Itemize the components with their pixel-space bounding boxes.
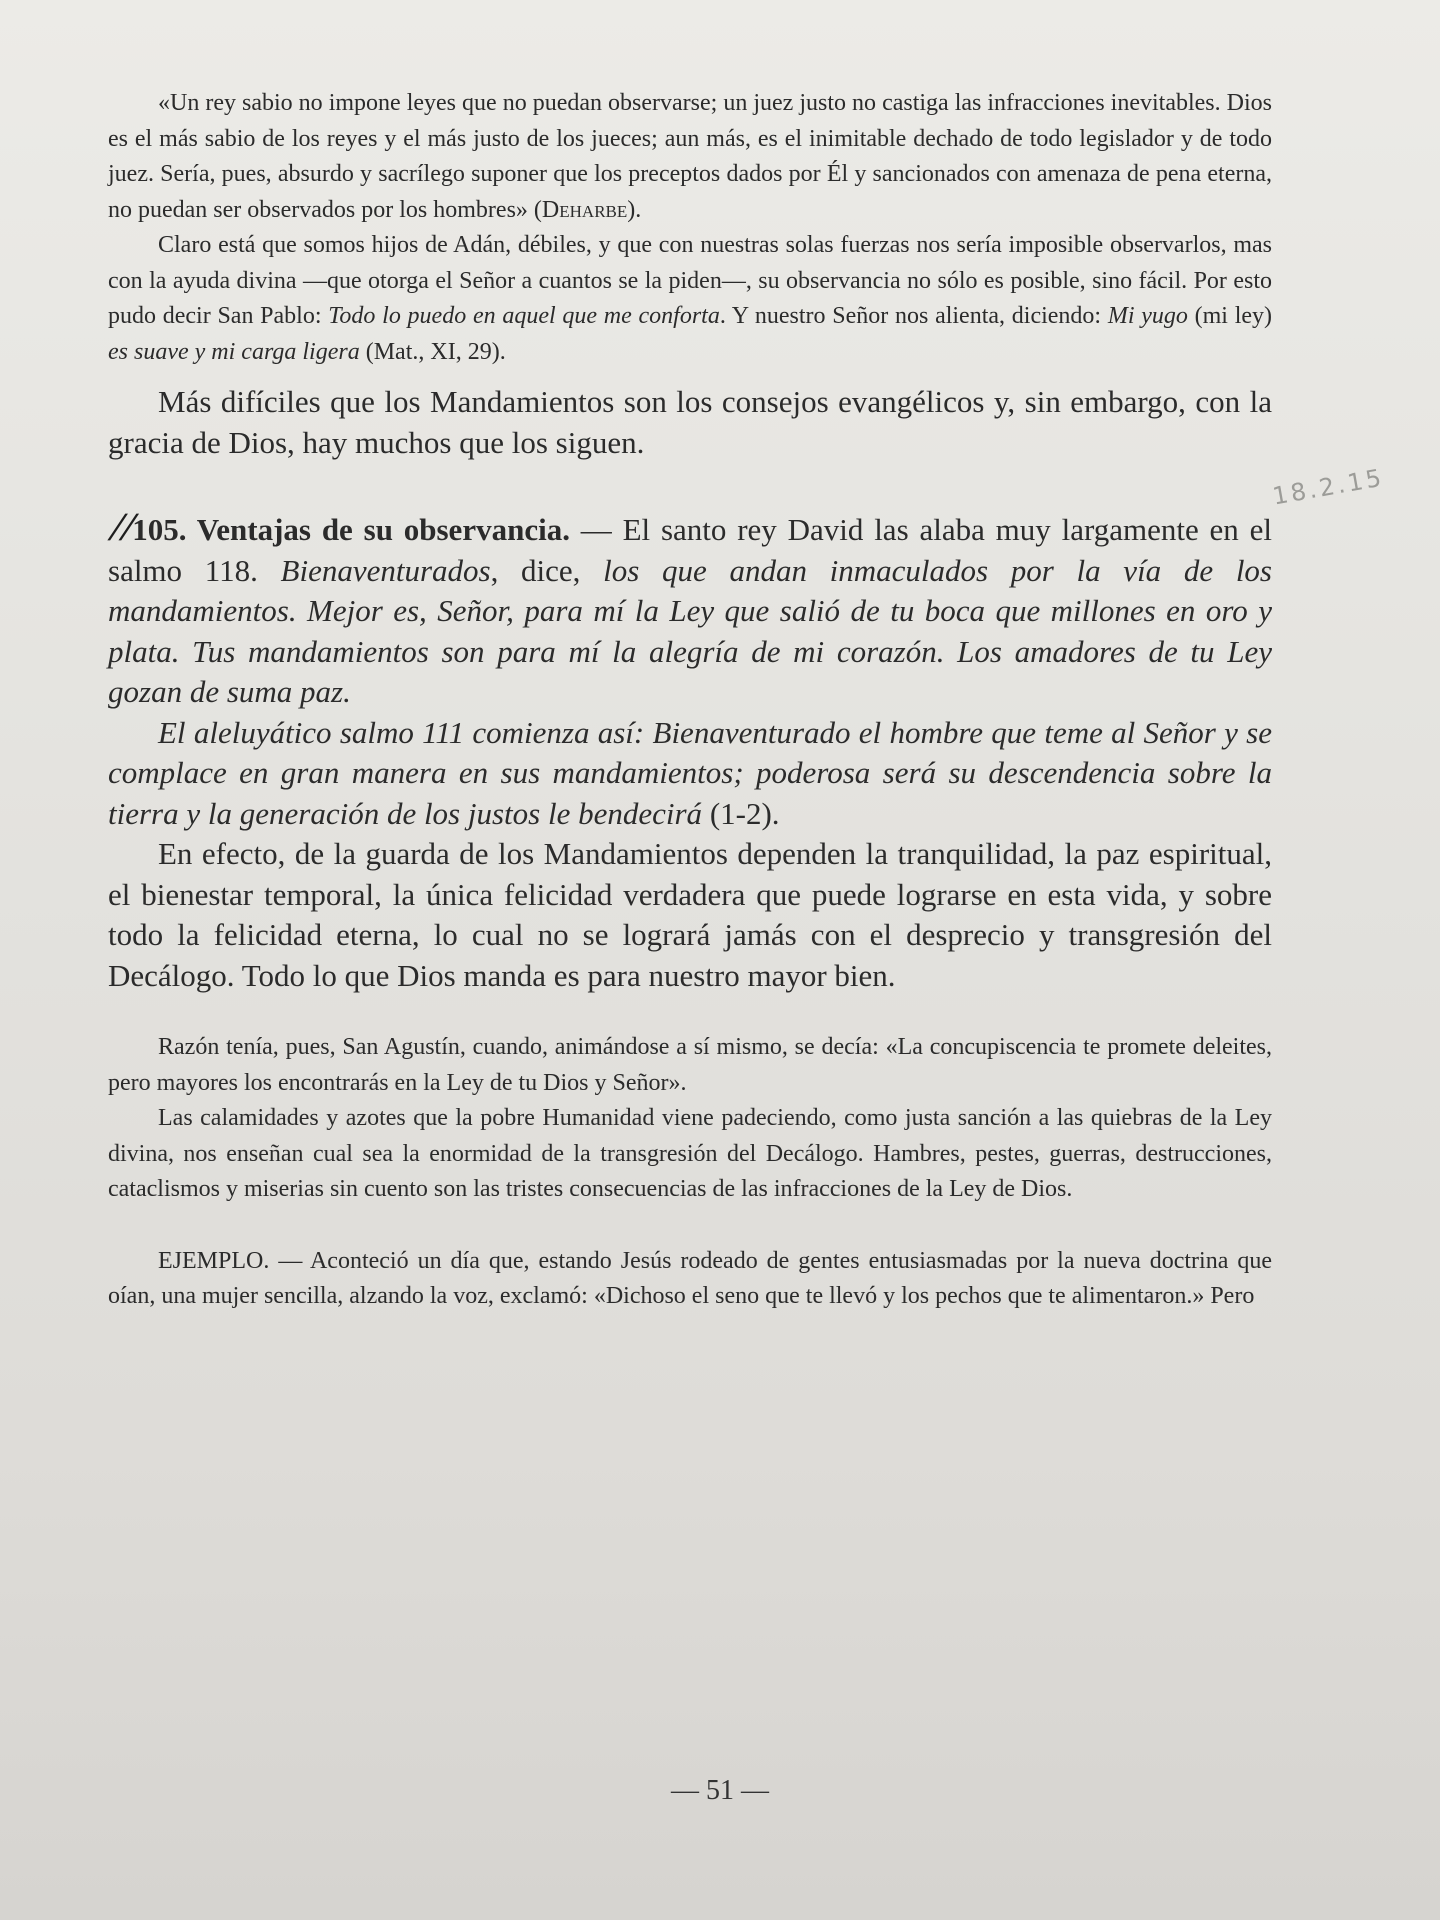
ejemplo-paragraph: EJEMPLO. — Aconteció un día que, estando Jesús rodeado de gentes entusiasmadas por la nueva doctrina que oían, una mujer sencilla, alzando la voz, exclamó: «Dichoso el seno que te llevó y los pechos que te alimentaron.» Pero [108, 1247, 1272, 1309]
adam-paragraph: Claro está que somos hijos de Adán, débiles, y que con nuestras solas fuerzas nos sería imposible observarlos, mas con la ayuda divina —que otorga el Señor a cuantos se la piden—, su observancia no sólo es posible, sino fácil. Por esto pudo decir San Pablo: Todo lo puedo en aquel que me conforta. Y nuestro Señor nos alienta, diciendo: Mi yugo (mi ley) es suave y mi carga ligera (Mat., XI, 29). [108, 232, 1273, 365]
page-number: — 51 — [671, 1775, 769, 1806]
author-name: Deharbe [541, 196, 628, 223]
ejemplo-label: EJEMPLO. [158, 1247, 270, 1274]
section-heading: 105. Ventajas de su observancia. [132, 512, 570, 547]
salmo-111-paragraph: El aleluyático salmo 111 comienza así: Bienaventurado el hombre que teme al Señor y se complace en gran manera en sus mandamientos; poderosa será su descendencia sobre la tierra y la generación de los justos le bendecirá (1-2). [108, 714, 1272, 831]
consejos-paragraph: Más difíciles que los Mandamientos son los consejos evangélicos y, sin embargo, con la gracia de Dios, hay muchos que los siguen. [108, 384, 1272, 460]
handwritten-note: 18.2.15 [1270, 463, 1387, 511]
calamidades-paragraph: Las calamidades y azotes que la pobre Humanidad viene padeciendo, como justa sanción a las quiebras de la Ley divina, nos enseñan cual sea la enormidad de la transgresión del Decálogo. Hambres, pestes, guerras, destrucciones, cataclismos y miserias sin cuento son las tristes consecuencias de las infracciones de la Ley de Dios. [108, 1105, 1272, 1202]
san-agustin-paragraph: Razón tenía, pues, San Agustín, cuando, animándose a sí mismo, se decía: «La concupiscencia te promete deleites, pero mayores los encontrarás en la Ley de tu Dios y Señor». [108, 1034, 1272, 1096]
margin-mark: // [104, 504, 142, 549]
deharbe-quote-paragraph: «Un rey sabio no impone leyes que no puedan observarse; un juez justo no castiga las infracciones inevitables. Dios es el más sabio de los reyes y el más justo de los jueces; aun más, es el inimitable dechado de todo legislador y de todo juez. Sería, pues, absurdo y sacrílego suponer que los preceptos dados por Él y sancionados con amenaza de pena eterna, no puedan ser observados por los hombres» (Deharbe). [108, 90, 1272, 223]
mandamientos-paragraph: En efecto, de la guarda de los Mandamientos dependen la tranquilidad, la paz espiritual, el bienestar temporal, la única felicidad verdadera que puede lograrse en esta vida, y sobre todo la felicidad eterna, lo cual no se logrará jamás con el desprecio y transgresión del Decálogo. Todo lo que Dios manda es para nuestro mayor bien. [108, 836, 1272, 993]
page-body [104, 86, 1273, 1315]
section-105-paragraph: //105. Ventajas de su observancia. — El santo rey David las alaba muy largamente en el salmo 118. Bienaventurados, dice, los que andan inmaculados por la vía de los mandamientos. Mejor es, Señor, para mí la Ley que salió de tu boca que millones en oro y plata. Tus mandamientos son para mí la alegría de mi corazón. Los amadores de tu Ley gozan de suma paz. [104, 504, 1272, 709]
